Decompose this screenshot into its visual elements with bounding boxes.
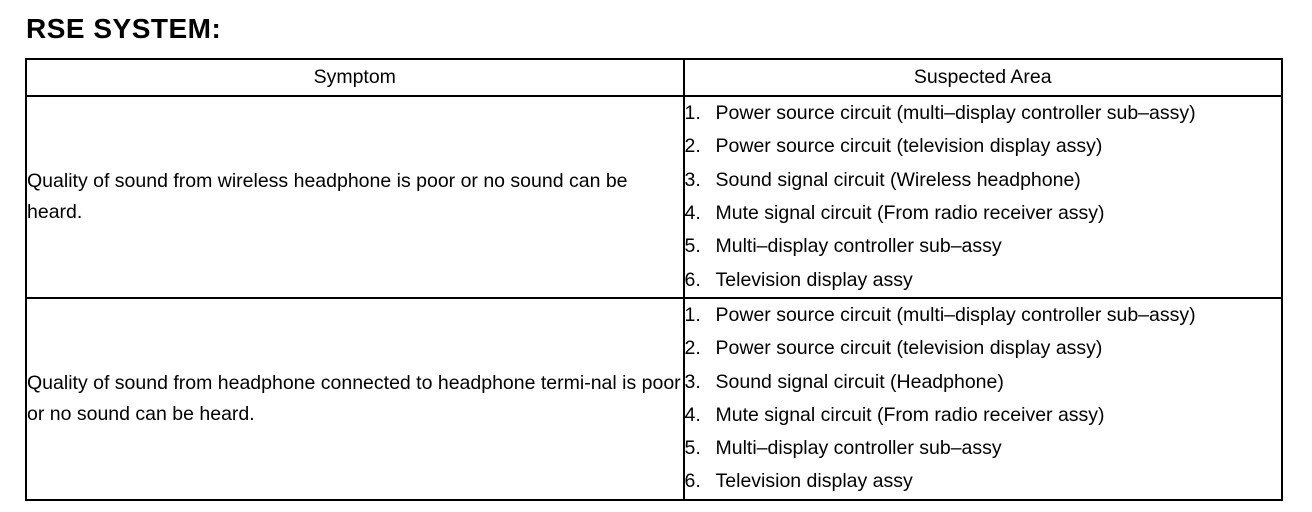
item-number: 1. bbox=[684, 303, 701, 326]
item-text: Power source circuit (multi–display controller sub–assy) bbox=[715, 102, 1196, 125]
item-text: Television display assy bbox=[715, 268, 913, 291]
symptom-cell: Quality of sound from wireless headphone is poor or no sound can be heard. bbox=[26, 96, 684, 298]
list-item bbox=[685, 365, 1281, 398]
table-header-row bbox=[26, 59, 1282, 96]
list-item bbox=[685, 432, 1281, 465]
list-item bbox=[685, 164, 1281, 197]
item-number: 2. bbox=[684, 337, 701, 360]
suspected-area-list bbox=[685, 299, 1281, 499]
list-item bbox=[685, 399, 1281, 432]
item-text: Multi–display controller sub–assy bbox=[715, 437, 1002, 460]
suspected-area-column-header: Suspected Area bbox=[684, 59, 1282, 96]
item-number: 6. bbox=[684, 268, 701, 291]
list-item bbox=[685, 299, 1281, 332]
suspected-area-cell bbox=[684, 298, 1282, 500]
list-item bbox=[685, 465, 1281, 498]
item-text: Television display assy bbox=[715, 470, 913, 493]
item-number: 6. bbox=[684, 470, 701, 493]
item-text: Sound signal circuit (Wireless headphone) bbox=[715, 168, 1081, 191]
item-number: 2. bbox=[684, 135, 701, 158]
list-item bbox=[685, 130, 1281, 163]
table-row bbox=[26, 96, 1282, 298]
list-item bbox=[685, 97, 1281, 130]
list-item bbox=[685, 230, 1281, 263]
item-text: Sound signal circuit (Headphone) bbox=[715, 370, 1004, 393]
symptom-column-header: Symptom bbox=[26, 59, 684, 96]
item-number: 3. bbox=[684, 168, 701, 191]
item-text: Power source circuit (television display assy) bbox=[715, 337, 1103, 360]
item-text: Mute signal circuit (From radio receiver assy) bbox=[715, 202, 1105, 225]
item-text: Multi–display controller sub–assy bbox=[715, 235, 1002, 258]
item-number: 1. bbox=[684, 102, 701, 125]
symptom-cell: Quality of sound from headphone connected to headphone termi-nal is poor or no sound can be heard. bbox=[26, 298, 684, 500]
item-number: 5. bbox=[684, 235, 701, 258]
table-row bbox=[26, 298, 1282, 500]
symptom-table bbox=[25, 58, 1283, 501]
list-item bbox=[685, 332, 1281, 365]
item-number: 4. bbox=[684, 403, 701, 426]
list-item bbox=[685, 263, 1281, 296]
suspected-area-cell bbox=[684, 96, 1282, 298]
list-item bbox=[685, 197, 1281, 230]
item-text: Power source circuit (multi–display controller sub–assy) bbox=[715, 303, 1196, 326]
suspected-area-list bbox=[685, 97, 1281, 297]
item-number: 5. bbox=[684, 437, 701, 460]
item-text: Power source circuit (television display assy) bbox=[715, 135, 1103, 158]
item-number: 4. bbox=[684, 202, 701, 225]
item-number: 3. bbox=[684, 370, 701, 393]
page-title: RSE SYSTEM: bbox=[26, 13, 222, 44]
item-text: Mute signal circuit (From radio receiver assy) bbox=[715, 403, 1105, 426]
